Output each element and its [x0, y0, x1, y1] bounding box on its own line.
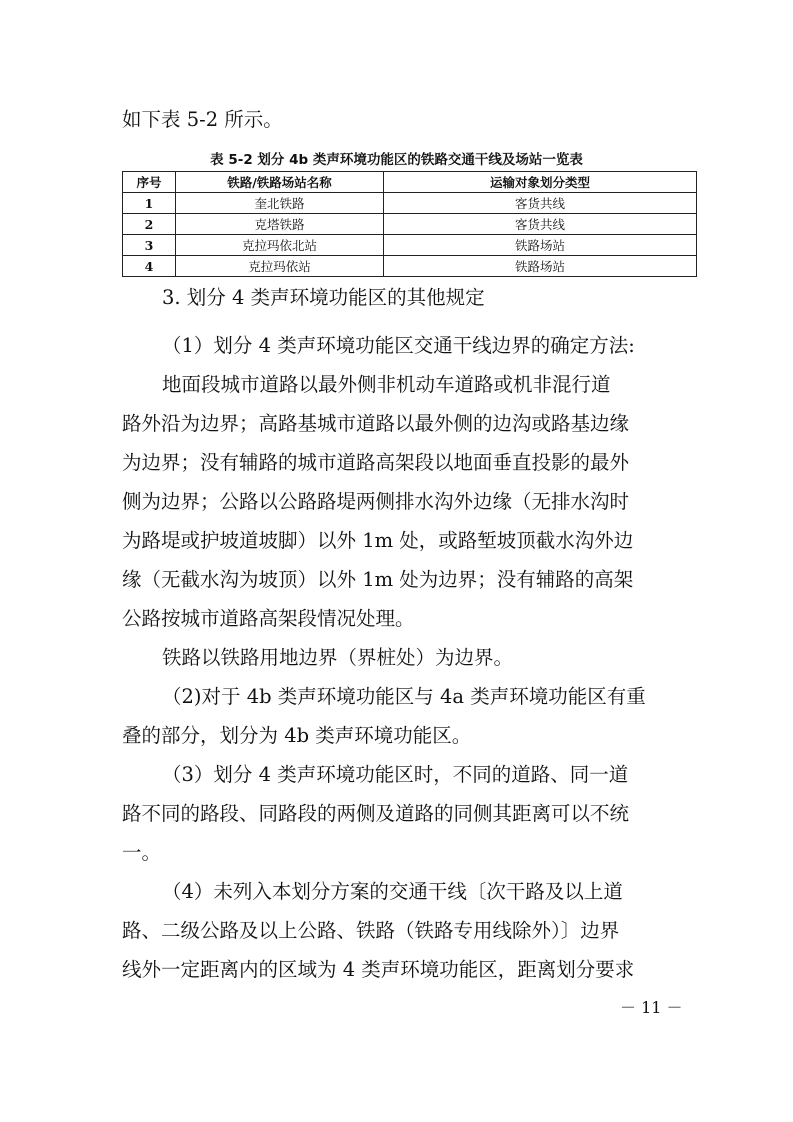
- table-row: [123, 193, 697, 214]
- paragraph-line: 线外一定距离内的区域为 4 类声环境功能区，距离划分要求: [122, 958, 635, 981]
- header-name: 铁路/铁路场站名称: [176, 172, 384, 193]
- paragraph-line: 路外沿为边界；高路基城市道路以最外侧的边沟或路基边缘: [122, 412, 630, 435]
- paragraph-line: 叠的部分，划分为 4b 类声环境功能区。: [122, 724, 472, 747]
- cell-type: 铁路场站: [384, 235, 697, 256]
- paragraph-line: 为路堤或护坡道坡脚）以外 1m 处，或路堑坡顶截水沟外边: [122, 529, 634, 552]
- cell-index: 3: [123, 235, 176, 256]
- cell-name: 奎北铁路: [176, 193, 384, 214]
- table-row: [123, 214, 697, 235]
- cell-index: 1: [123, 193, 176, 214]
- table-row: [123, 235, 697, 256]
- table-caption: 表 5-2 划分 4b 类声环境功能区的铁路交通干线及场站一览表: [210, 152, 583, 168]
- paragraph-line: 一。: [122, 841, 162, 864]
- paragraph-line: （2)对于 4b 类声环境功能区与 4a 类声环境功能区有重: [162, 685, 646, 708]
- header-type: 运输对象划分类型: [384, 172, 697, 193]
- paragraph-line: 路不同的路段、同路段的两侧及道路的同侧其距离可以不统: [122, 802, 630, 825]
- railway-table: [122, 171, 697, 277]
- paragraph-line: （4）未列入本划分方案的交通干线〔次干路及以上道: [162, 880, 623, 903]
- paragraph-line: 铁路以铁路用地边界（界桩处）为边界。: [162, 646, 514, 669]
- header-index: 序号: [123, 172, 176, 193]
- cell-name: 克拉玛依站: [176, 256, 384, 277]
- paragraph-line: 路、二级公路及以上公路、铁路（铁路专用线除外）〕边界: [122, 919, 620, 942]
- cell-type: 客货共线: [384, 193, 697, 214]
- table-row: [123, 256, 697, 277]
- cell-index: 2: [123, 214, 176, 235]
- page-number: － 11 －: [620, 998, 683, 1017]
- cell-name: 克塔铁路: [176, 214, 384, 235]
- paragraph-line: 为边界；没有辅路的城市道路高架段以地面垂直投影的最外: [122, 451, 630, 474]
- paragraph-line: 地面段城市道路以最外侧非机动车道路或机非混行道: [162, 373, 611, 396]
- cell-name: 克拉玛依北站: [176, 235, 384, 256]
- paragraph-line: （1）划分 4 类声环境功能区交通干线边界的确定方法:: [162, 334, 635, 357]
- cell-index: 4: [123, 256, 176, 277]
- paragraph-line: 缘（无截水沟为坡顶）以外 1m 处为边界；没有辅路的高架: [122, 568, 634, 591]
- paragraph-line: 公路按城市道路高架段情况处理。: [122, 607, 415, 630]
- paragraph-line: 侧为边界；公路以公路路堤两侧排水沟外边缘（无排水沟时: [122, 490, 630, 513]
- intro-text: 如下表 5-2 所示。: [122, 108, 283, 131]
- cell-type: 铁路场站: [384, 256, 697, 277]
- table-header-row: [123, 172, 697, 193]
- section-heading: 3. 划分 4 类声环境功能区的其他规定: [162, 286, 485, 309]
- cell-type: 客货共线: [384, 214, 697, 235]
- paragraph-line: （3）划分 4 类声环境功能区时，不同的道路、同一道: [162, 763, 629, 786]
